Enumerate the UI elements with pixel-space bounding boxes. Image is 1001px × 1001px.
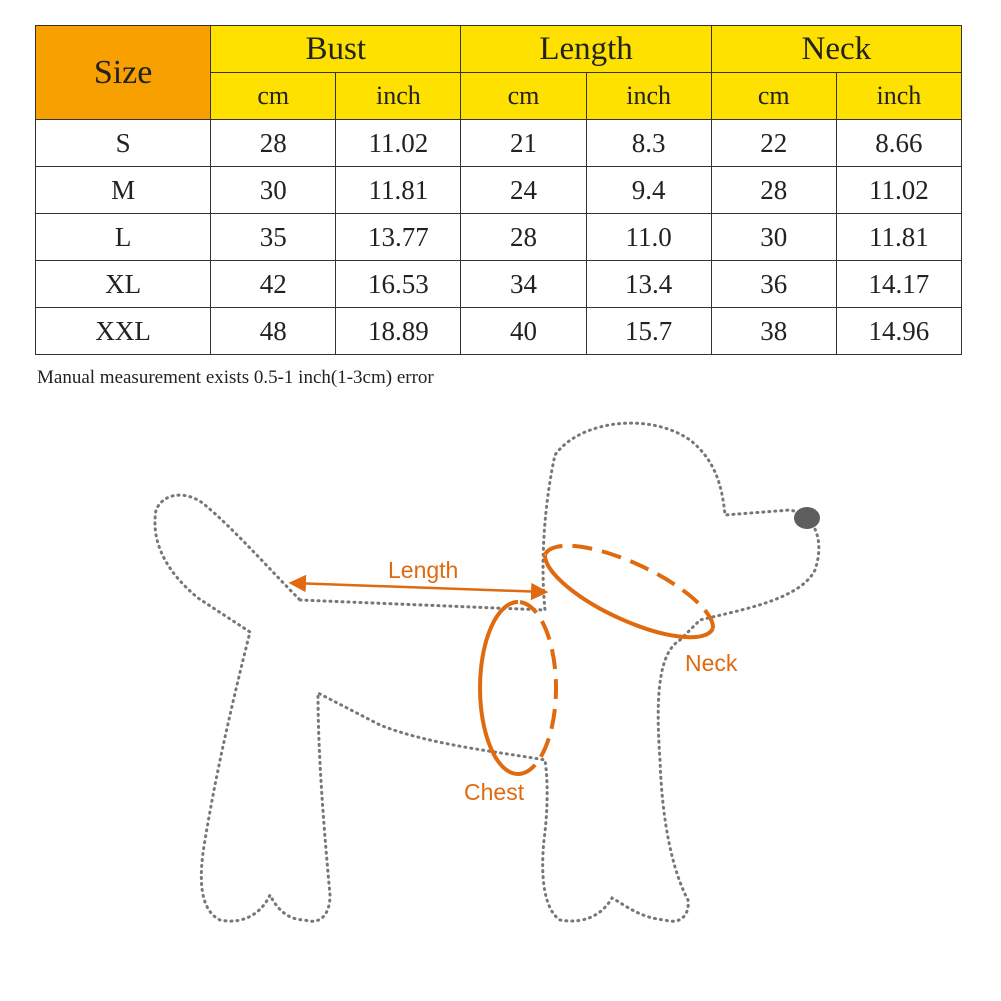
neck-cm-header: cm	[711, 73, 836, 120]
neck-inch-cell: 14.17	[836, 261, 961, 308]
neck-cm-cell: 36	[711, 261, 836, 308]
length-cm-cell: 21	[461, 120, 586, 167]
length-inch-cell: 8.3	[586, 120, 711, 167]
bust-cm-cell: 48	[211, 308, 336, 355]
size-cell: XXL	[36, 308, 211, 355]
length-arrow	[292, 583, 545, 592]
chest-ring-front	[480, 602, 518, 774]
bust-inch-cell: 18.89	[336, 308, 461, 355]
size-column-header: Size	[36, 26, 211, 120]
length-inch-cell: 11.0	[586, 214, 711, 261]
bust-inch-cell: 16.53	[336, 261, 461, 308]
neck-inch-header: inch	[836, 73, 961, 120]
measurement-note: Manual measurement exists 0.5-1 inch(1-3cm) error	[37, 367, 434, 388]
neck-inch-cell: 11.81	[836, 214, 961, 261]
size-cell: S	[36, 120, 211, 167]
size-cell: M	[36, 167, 211, 214]
length-cm-cell: 40	[461, 308, 586, 355]
length-cm-cell: 28	[461, 214, 586, 261]
length-cm-cell: 34	[461, 261, 586, 308]
length-inch-cell: 15.7	[586, 308, 711, 355]
neck-cm-cell: 28	[711, 167, 836, 214]
length-cm-cell: 24	[461, 167, 586, 214]
neck-column-header: Neck	[711, 26, 961, 73]
bust-cm-cell: 28	[211, 120, 336, 167]
bust-inch-cell: 13.77	[336, 214, 461, 261]
length-inch-cell: 13.4	[586, 261, 711, 308]
bust-inch-cell: 11.02	[336, 120, 461, 167]
length-column-header: Length	[461, 26, 711, 73]
bust-inch-header: inch	[336, 73, 461, 120]
bust-cm-cell: 42	[211, 261, 336, 308]
bust-cm-cell: 35	[211, 214, 336, 261]
dog-nose	[794, 507, 820, 529]
length-inch-cell: 9.4	[586, 167, 711, 214]
length-inch-header: inch	[586, 73, 711, 120]
length-label: Length	[388, 557, 459, 583]
bust-cm-header: cm	[211, 73, 336, 120]
bust-inch-cell: 11.81	[336, 167, 461, 214]
neck-label: Neck	[685, 650, 738, 676]
bust-cm-cell: 30	[211, 167, 336, 214]
neck-cm-cell: 38	[711, 308, 836, 355]
neck-inch-cell: 11.02	[836, 167, 961, 214]
neck-cm-cell: 22	[711, 120, 836, 167]
length-cm-header: cm	[461, 73, 586, 120]
neck-inch-cell: 14.96	[836, 308, 961, 355]
chest-label: Chest	[464, 779, 525, 805]
neck-cm-cell: 30	[711, 214, 836, 261]
chest-ring-back	[518, 602, 556, 774]
size-cell: XL	[36, 261, 211, 308]
neck-inch-cell: 8.66	[836, 120, 961, 167]
size-cell: L	[36, 214, 211, 261]
bust-column-header: Bust	[211, 26, 461, 73]
